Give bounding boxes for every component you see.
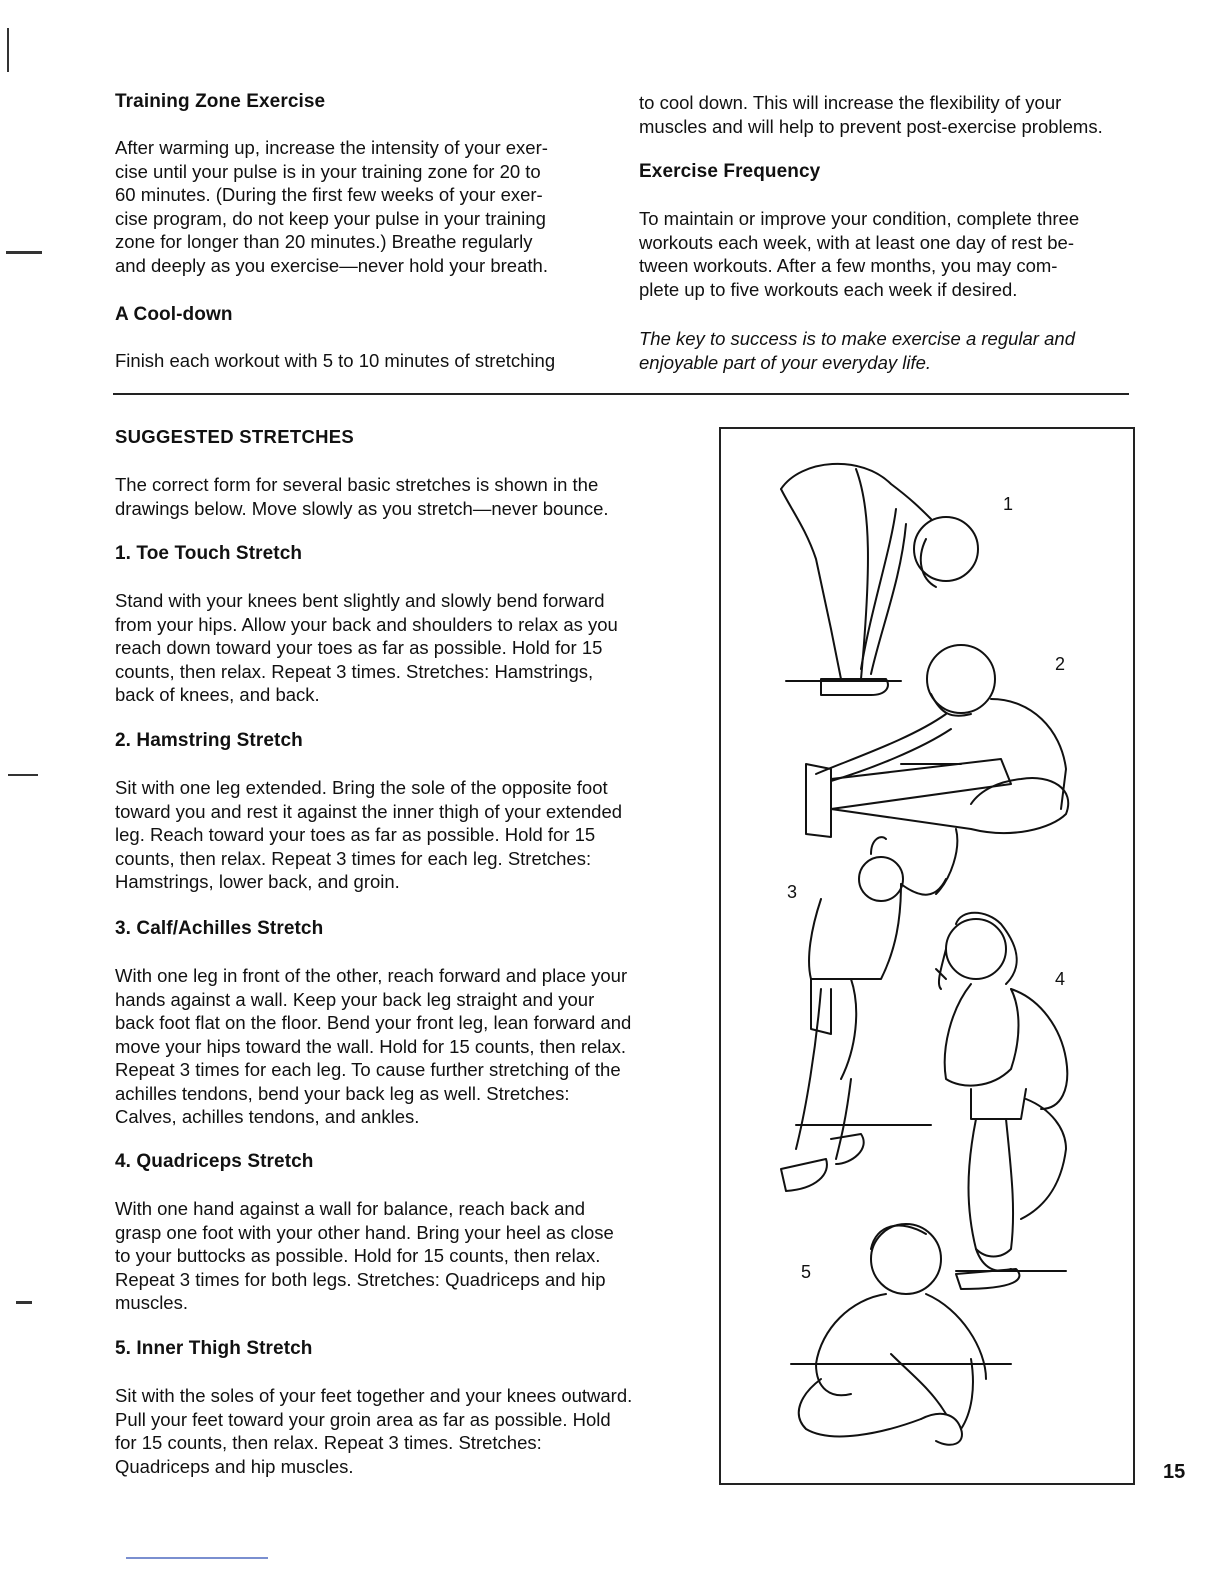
stretch-line: Hamstrings, lower back, and groin. [115, 871, 400, 892]
page-number: 15 [1163, 1461, 1186, 1483]
stretch-4-heading: 4. Quadriceps Stretch [115, 1151, 314, 1172]
inner-thigh-figure [791, 1224, 1011, 1445]
stretch-line: back of knees, and back. [115, 684, 320, 705]
stretches-intro [115, 473, 705, 520]
stretch-line: to your buttocks as possible. Hold for 15 counts, then relax. [115, 1245, 601, 1266]
stretch-line: Stand with your knees bent slightly and slowly bend forward [115, 590, 605, 611]
stretch-line: hands against a wall. Keep your back leg straight and your [115, 988, 595, 1010]
stretch-illustrations [719, 427, 1135, 1485]
hamstring-figure [806, 645, 1068, 837]
training-zone-line: cise program, do not keep your pulse in your training [115, 207, 546, 229]
stretch-1 [115, 543, 705, 707]
stretch-line: Repeat 3 times for both legs. Stretches: Quadriceps and hip [115, 1268, 606, 1290]
stretch-line: for 15 counts, then relax. Repeat 3 times. Stretches: [115, 1432, 542, 1453]
scan-mark-3 [16, 1301, 32, 1304]
training-zone-line: After warming up, increase the intensity of your exer- [115, 137, 548, 158]
stretch-line: Sit with the soles of your feet together and your knees outward. [115, 1385, 633, 1406]
stretch-5-heading: 5. Inner Thigh Stretch [115, 1338, 313, 1359]
key-to-success [639, 327, 1139, 374]
stretch-line: reach down toward your toes as far as possible. Hold for 15 [115, 637, 603, 658]
stretch-2 [115, 730, 705, 894]
stretch-line: achilles tendons, bend your back leg as well. Stretches: [115, 1082, 570, 1104]
cool-down-section [115, 304, 605, 373]
quadriceps-figure [936, 913, 1067, 1289]
toe-touch-figure [781, 464, 978, 695]
training-zone-paragraph [115, 136, 605, 277]
figure-label-4: 4 [1055, 969, 1066, 989]
stretch-3-heading: 3. Calf/Achilles Stretch [115, 918, 324, 939]
stretch-line: toward you and rest it against the inner thigh of your extended [115, 800, 623, 822]
cool-down-line: Finish each workout with 5 to 10 minutes of stretching [115, 350, 556, 371]
stretch-2-heading: 2. Hamstring Stretch [115, 730, 303, 751]
stretch-line: grasp one foot with your other hand. Bring your heel as close [115, 1221, 614, 1243]
stretch-line: Calves, achilles tendons, and ankles. [115, 1106, 420, 1127]
exercise-frequency-line: workouts each week, with at least one day of rest be- [639, 231, 1074, 253]
stretch-1-heading: 1. Toe Touch Stretch [115, 543, 303, 564]
cool-down-continued-line: to cool down. This will increase the flexibility of your [639, 92, 1062, 113]
exercise-frequency-section [639, 161, 1139, 301]
stretch-line: Pull your feet toward your groin area as far as possible. Hold [115, 1408, 611, 1430]
stretch-line: back foot flat on the floor. Bend your front leg, lean forward and [115, 1012, 632, 1033]
stretch-line: muscles. [115, 1292, 188, 1313]
exercise-frequency-line: tween workouts. After a few months, you may com- [639, 255, 1058, 276]
stretch-line: counts, then relax. Repeat 3 times for each leg. Stretches: [115, 847, 592, 869]
stretch-3 [115, 918, 705, 1129]
stretch-line: Sit with one leg extended. Bring the sole of the opposite foot [115, 777, 608, 798]
training-zone-line: cise until your pulse is in your training zone for 20 to [115, 160, 541, 182]
stretches-intro-line: The correct form for several basic stretches is shown in the [115, 474, 599, 495]
stretch-line: counts, then relax. Repeat 3 times. Stretches: Hamstrings, [115, 660, 594, 682]
stretch-4 [115, 1151, 705, 1315]
figure-label-1: 1 [1003, 494, 1014, 514]
stretches-heading: SUGGESTED STRETCHES [115, 426, 355, 447]
stretch-line: leg. Reach toward your toes as far as possible. Hold for 15 [115, 824, 596, 845]
stretch-drawings [721, 429, 1137, 1487]
stretch-line: With one leg in front of the other, reach forward and place your [115, 965, 628, 986]
figure-label-3: 3 [787, 882, 798, 902]
cool-down-heading: A Cool-down [115, 304, 233, 325]
key-to-success-line: enjoyable part of your everyday life. [639, 351, 932, 373]
training-zone-section [115, 91, 605, 277]
training-zone-line: and deeply as you exercise—never hold your breath. [115, 254, 548, 276]
training-zone-heading: Training Zone Exercise [115, 91, 326, 112]
training-zone-line: 60 minutes. (During the first few weeks of your exer- [115, 184, 543, 205]
exercise-frequency-line: To maintain or improve your condition, complete three [639, 208, 1080, 229]
section-divider [113, 393, 1129, 395]
bottom-rule [126, 1557, 268, 1559]
cool-down-continued-line: muscles and will help to prevent post-exercise problems. [639, 115, 1103, 137]
scan-mark-1 [6, 251, 42, 254]
figure-label-5: 5 [801, 1262, 812, 1282]
scan-mark-2 [8, 774, 38, 776]
stretch-line: Repeat 3 times for each leg. To cause further stretching of the [115, 1059, 621, 1080]
exercise-frequency-line: plete up to five workouts each week if desired. [639, 278, 1018, 300]
exercise-frequency-heading: Exercise Frequency [639, 161, 821, 182]
stretches-intro-line: drawings below. Move slowly as you stretch—never bounce. [115, 497, 609, 519]
training-zone-line: zone for longer than 20 minutes.) Breathe regularly [115, 231, 533, 252]
figure-label-2: 2 [1055, 654, 1066, 674]
stretch-line: move your hips toward the wall. Hold for 15 counts, then relax. [115, 1035, 627, 1057]
key-to-success-line: The key to success is to make exercise a regular and [639, 328, 1075, 349]
calf-achilles-figure [781, 829, 957, 1191]
stretch-line: Quadriceps and hip muscles. [115, 1455, 354, 1477]
scan-mark-top [7, 28, 9, 72]
stretch-line: With one hand against a wall for balance, reach back and [115, 1198, 585, 1219]
stretch-5 [115, 1338, 705, 1478]
stretch-line: from your hips. Allow your back and shoulders to relax as you [115, 613, 618, 635]
cool-down-continued [639, 91, 1139, 138]
